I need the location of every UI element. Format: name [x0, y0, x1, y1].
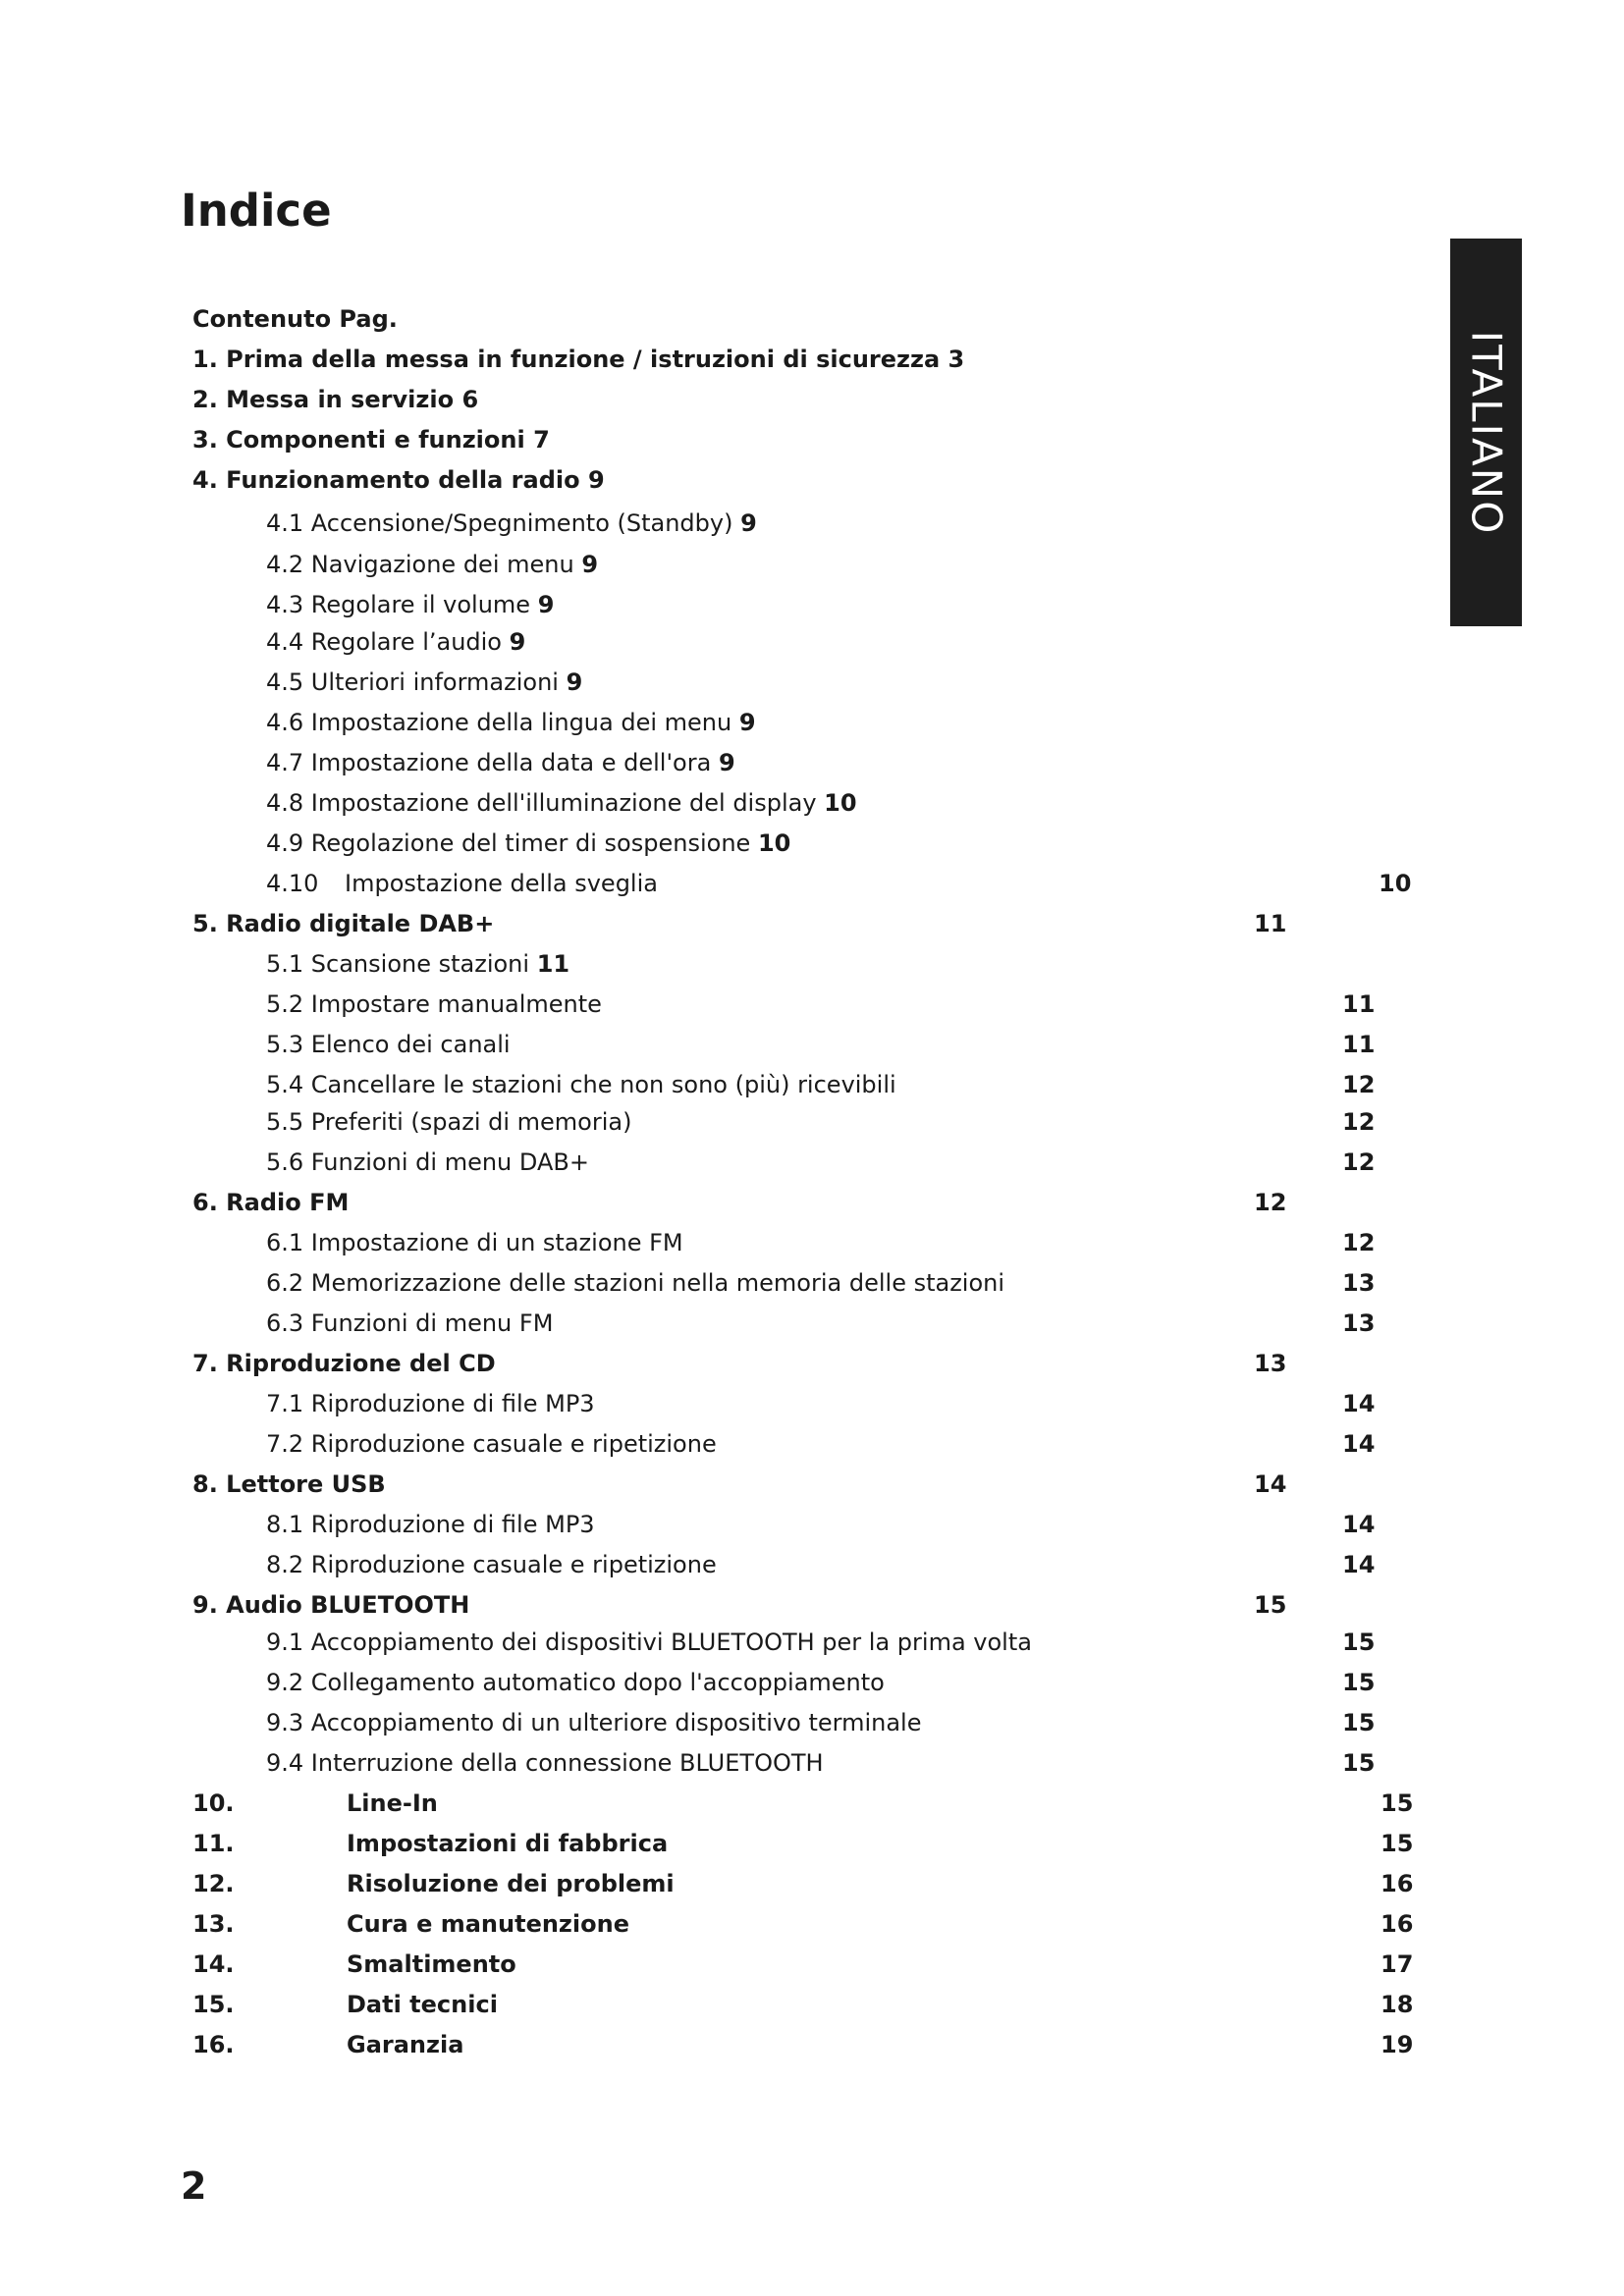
toc-entry-page: 18: [1380, 1991, 1414, 2018]
toc-entry-page: 16: [1380, 1870, 1414, 1897]
toc-entry-number: 13.: [192, 1910, 235, 1938]
toc-entry-page: 9: [587, 466, 605, 494]
toc-subentry-4-4[interactable]: [266, 630, 525, 654]
toc-entry-number: 14.: [192, 1950, 235, 1978]
toc-entry-label: 6.2 Memorizzazione delle stazioni nella memoria delle stazioni: [266, 1269, 1005, 1297]
toc-entry-label: 6. Radio FM: [192, 1189, 350, 1216]
toc-entry-page: 12: [1342, 1148, 1376, 1176]
toc-entry-label: 4. Funzionamento della radio: [192, 466, 580, 494]
toc-entry-page: 15: [1342, 1669, 1376, 1696]
toc-entry-page: 6: [461, 386, 479, 413]
toc-entry-label: 4.6 Impostazione della lingua dei menu: [266, 709, 732, 736]
toc-entry-2[interactable]: [192, 388, 478, 411]
toc-entry-page: 15: [1380, 1830, 1414, 1857]
toc-entry-page: 7: [533, 426, 550, 454]
toc-entry-page: 11: [1254, 910, 1287, 937]
toc-entry-page: 12: [1342, 1071, 1376, 1098]
toc-entry-page: 15: [1380, 1789, 1414, 1817]
toc-entry-page: 11: [1342, 990, 1376, 1018]
toc-entry-label: 5.5 Preferiti (spazi di memoria): [266, 1108, 632, 1136]
toc-entry-page: 13: [1342, 1309, 1376, 1337]
toc-entry-label: 4.5 Ulteriori informazioni: [266, 668, 559, 696]
toc-entry-page: 14: [1254, 1470, 1287, 1498]
toc-entry-label: 4.9 Regolazione del timer di sospensione: [266, 829, 751, 857]
toc-subentry-4-6[interactable]: [266, 711, 756, 734]
toc-subentry-4-5[interactable]: [266, 670, 582, 694]
toc-entry-page: 9: [537, 591, 555, 618]
toc-entry-number: 11.: [192, 1830, 235, 1857]
toc-entry-label: 9.3 Accoppiamento di un ulteriore dispositivo terminale: [266, 1709, 922, 1736]
toc-entry-page: 14: [1342, 1390, 1376, 1417]
toc-entry-page: 9: [718, 749, 735, 776]
toc-entry-page: 11: [536, 950, 570, 978]
toc-entry-label: 6.3 Funzioni di menu FM: [266, 1309, 554, 1337]
toc-entry-page: 13: [1342, 1269, 1376, 1297]
toc-entry-label: 2. Messa in servizio: [192, 386, 455, 413]
toc-entry-page: 19: [1380, 2031, 1414, 2058]
toc-subentry-5-1[interactable]: [266, 952, 569, 976]
toc-entry-page: 12: [1342, 1229, 1376, 1256]
toc-entry-page: 16: [1380, 1910, 1414, 1938]
toc-entry-number: 4.10: [266, 870, 319, 897]
toc-entry-label: 4.3 Regolare il volume: [266, 591, 531, 618]
toc-subentry-4-1[interactable]: [266, 511, 757, 535]
language-tab-label: ITALIANO: [1462, 330, 1510, 535]
toc-entry-page: 17: [1380, 1950, 1414, 1978]
toc-entry-label: 4.2 Navigazione dei menu: [266, 551, 574, 578]
toc-entry-page: 10: [824, 789, 857, 817]
toc-entry-label: 1. Prima della messa in funzione / istruzioni di sicurezza: [192, 346, 941, 373]
toc-entry-page: 9: [581, 551, 599, 578]
toc-entry-label: Garanzia: [347, 2031, 464, 2058]
toc-entry-page: 10: [1379, 870, 1412, 897]
toc-entry-4[interactable]: [192, 468, 605, 492]
toc-entry-page: 9: [566, 668, 583, 696]
toc-entry-page: 14: [1342, 1551, 1376, 1578]
toc-entry-page: 14: [1342, 1430, 1376, 1458]
toc-header: Contenuto Pag.: [192, 305, 398, 333]
toc-entry-label: 7.1 Riproduzione di file MP3: [266, 1390, 595, 1417]
toc-entry-number: 15.: [192, 1991, 235, 2018]
toc-entry-page: 12: [1342, 1108, 1376, 1136]
toc-entry-number: 16.: [192, 2031, 235, 2058]
toc-subentry-4-2[interactable]: [266, 553, 598, 576]
toc-entry-label: 5.2 Impostare manualmente: [266, 990, 602, 1018]
toc-entry-label: Risoluzione dei problemi: [347, 1870, 675, 1897]
toc-entry-label: Smaltimento: [347, 1950, 516, 1978]
toc-entry-label: 5.4 Cancellare le stazioni che non sono (più) ricevibili: [266, 1071, 896, 1098]
toc-entry-page: 15: [1342, 1709, 1376, 1736]
page-number: 2: [181, 2164, 207, 2208]
toc-entry-label: 4.1 Accensione/Spegnimento (Standby): [266, 509, 733, 537]
toc-entry-label: 4.4 Regolare l’audio: [266, 628, 510, 656]
toc-entry-page: 12: [1254, 1189, 1287, 1216]
toc-entry-number: 10.: [192, 1789, 235, 1817]
page-title: Indice: [181, 185, 332, 237]
toc-entry-label: 7. Riproduzione del CD: [192, 1350, 496, 1377]
toc-subentry-4-7[interactable]: [266, 751, 735, 774]
toc-entry-label: 9.2 Collegamento automatico dopo l'accoppiamento: [266, 1669, 885, 1696]
toc-subentry-4-8[interactable]: [266, 791, 857, 815]
toc-subentry-4-9[interactable]: [266, 831, 790, 855]
toc-entry-page: 15: [1342, 1749, 1376, 1777]
toc-entry-label: 7.2 Riproduzione casuale e ripetizione: [266, 1430, 717, 1458]
toc-entry-label: 8.2 Riproduzione casuale e ripetizione: [266, 1551, 717, 1578]
toc-entry-page: 9: [509, 628, 526, 656]
toc-entry-label: Cura e manutenzione: [347, 1910, 629, 1938]
toc-entry-page: 10: [757, 829, 791, 857]
toc-entry-label: 5.6 Funzioni di menu DAB+: [266, 1148, 589, 1176]
toc-entry-label: 3. Componenti e funzioni: [192, 426, 525, 454]
toc-entry-label: 5. Radio digitale DAB+: [192, 910, 495, 937]
toc-entry-number: 12.: [192, 1870, 235, 1897]
toc-subentry-4-3[interactable]: [266, 593, 554, 616]
toc-entry-label: 9.1 Accoppiamento dei dispositivi BLUETOOTH per la prima volta: [266, 1629, 1032, 1656]
toc-entry-page: 3: [947, 346, 965, 373]
toc-entry-page: 14: [1342, 1511, 1376, 1538]
toc-entry-1[interactable]: [192, 347, 964, 371]
toc-entry-label: 5.3 Elenco dei canali: [266, 1031, 511, 1058]
toc-entry-label: Impostazioni di fabbrica: [347, 1830, 669, 1857]
toc-entry-label: Line-In: [347, 1789, 438, 1817]
toc-entry-label: 6.1 Impostazione di un stazione FM: [266, 1229, 683, 1256]
toc-entry-page: 9: [738, 709, 756, 736]
toc-entry-page: 15: [1342, 1629, 1376, 1656]
toc-entry-label: 9.4 Interruzione della connessione BLUETOOTH: [266, 1749, 824, 1777]
toc-entry-3[interactable]: [192, 428, 550, 452]
toc-entry-page: 9: [740, 509, 757, 537]
toc-entry-page: 11: [1342, 1031, 1376, 1058]
toc-entry-label: 8. Lettore USB: [192, 1470, 386, 1498]
language-tab: [1450, 239, 1522, 626]
toc-entry-page: 13: [1254, 1350, 1287, 1377]
toc-entry-page: 15: [1254, 1591, 1287, 1619]
toc-entry-label: 4.7 Impostazione della data e dell'ora: [266, 749, 712, 776]
toc-entry-label: Impostazione della sveglia: [345, 870, 658, 897]
toc-entry-label: 5.1 Scansione stazioni: [266, 950, 530, 978]
toc-entry-label: Dati tecnici: [347, 1991, 498, 2018]
toc-entry-label: 9. Audio BLUETOOTH: [192, 1591, 470, 1619]
toc-entry-label: 8.1 Riproduzione di file MP3: [266, 1511, 595, 1538]
toc-entry-label: 4.8 Impostazione dell'illuminazione del display: [266, 789, 817, 817]
